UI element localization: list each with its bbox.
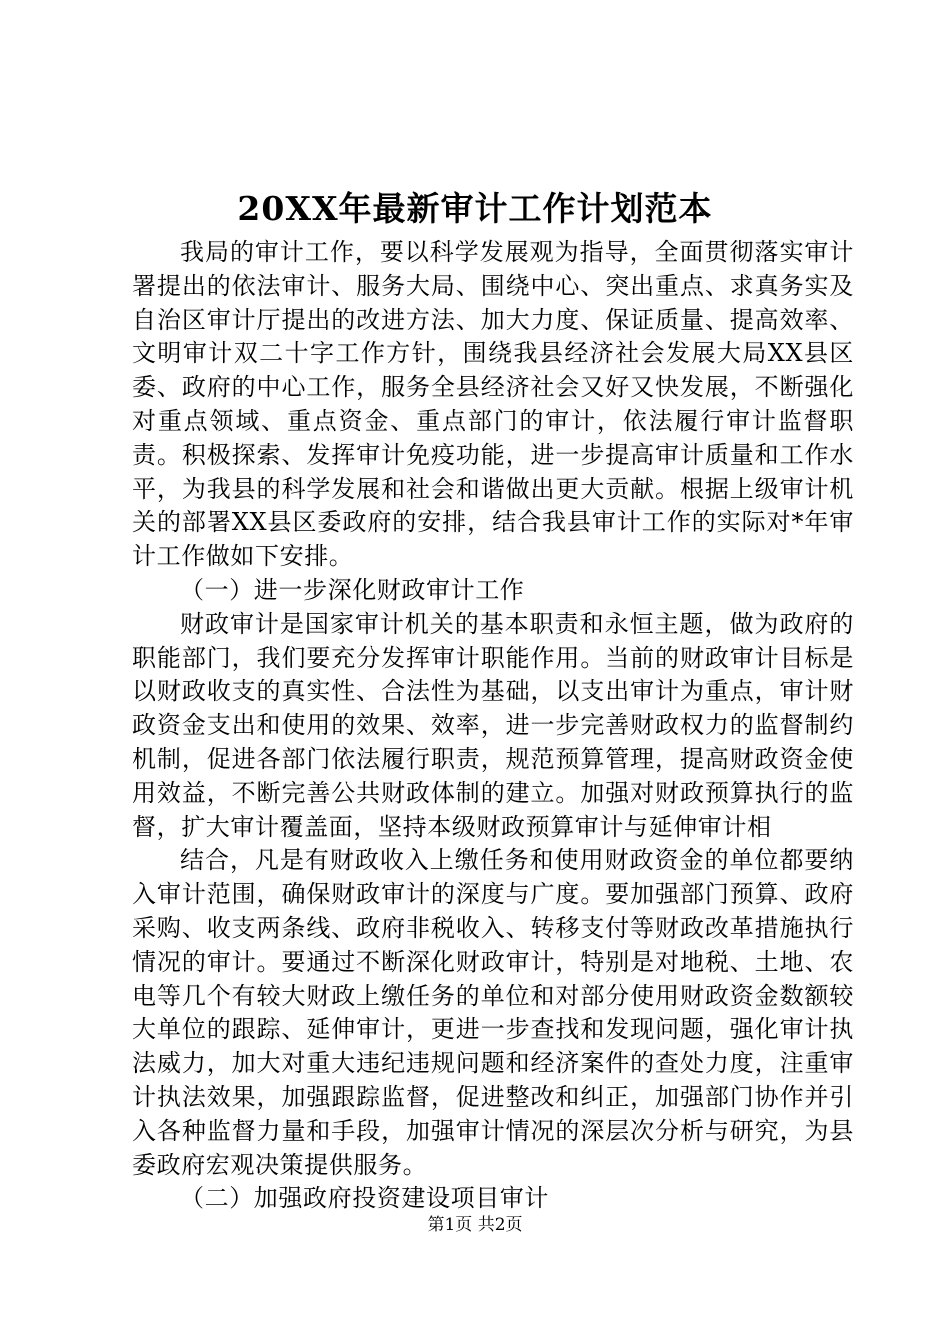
section-heading-2: （二）加强政府投资建设项目审计 (180, 1184, 549, 1213)
paragraph-fiscal-audit: 财政审计是国家审计机关的基本职责和永恒主题，做为政府的职能部门，我们要充分发挥审计职能作用。当前的财政审计目标是以财政收支的真实性、合法性为基础，以支出审计为重点，审计财政资金支出和使用的效果、效率，进一步完善财政权力的监督制约机制，促进各部门依法履行职责，规范预算管理，提高财政资金使用效益，不断完善公共财政体制的建立。加强对财政预算执行的监督，扩大审计覆盖面，坚持本级财政预算审计与延伸审计相 (132, 609, 854, 841)
document-title: 20XX年最新审计工作计划范本 (237, 189, 713, 228)
paragraph-fiscal-audit-cont: 结合，凡是有财政收入上缴任务和使用财政资金的单位都要纳入审计范围，确保财政审计的深度与广度。要加强部门预算、政府采购、收支两条线、政府非税收入、转移支付等财政改革措施执行情况的审计。要通过不断深化财政审计，特别是对地税、土地、农电等几个有较大财政上缴任务的单位和对部分使用财政资金数额较大单位的跟踪、延伸审计，更进一步查找和发现问题，强化审计执法威力，加大对重大违纪违规问题和经济案件的查处力度，注重审计执法效果，加强跟踪监督，促进整改和纠正，加强部门协作并引入各种监督力量和手段，加强审计情况的深层次分析与研究，为县委政府宏观决策提供服务。 (132, 846, 854, 1179)
document-body (132, 236, 854, 1216)
section-heading-1: （一）进一步深化财政审计工作 (180, 575, 525, 604)
page-footer: 第1页 共2页 (427, 1215, 523, 1235)
paragraph-intro: 我局的审计工作，要以科学发展观为指导，全面贯彻落实审计署提出的依法审计、服务大局、围绕中心、突出重点、求真务实及自治区审计厅提出的改进方法、加大力度、保证质量、提高效率、文明审计双二十字工作方针，围绕我县经济社会发展大局XX县区委、政府的中心工作，服务全县经济社会又好又快发展，不断强化对重点领域、重点资金、重点部门的审计，依法履行审计监督职责。积极探索、发挥审计免疫功能，进一步提高审计质量和工作水平，为我县的科学发展和社会和谐做出更大贡献。根据上级审计机关的部署XX县区委政府的安排，结合我县审计工作的实际对*年审计工作做如下安排。 (132, 238, 854, 571)
